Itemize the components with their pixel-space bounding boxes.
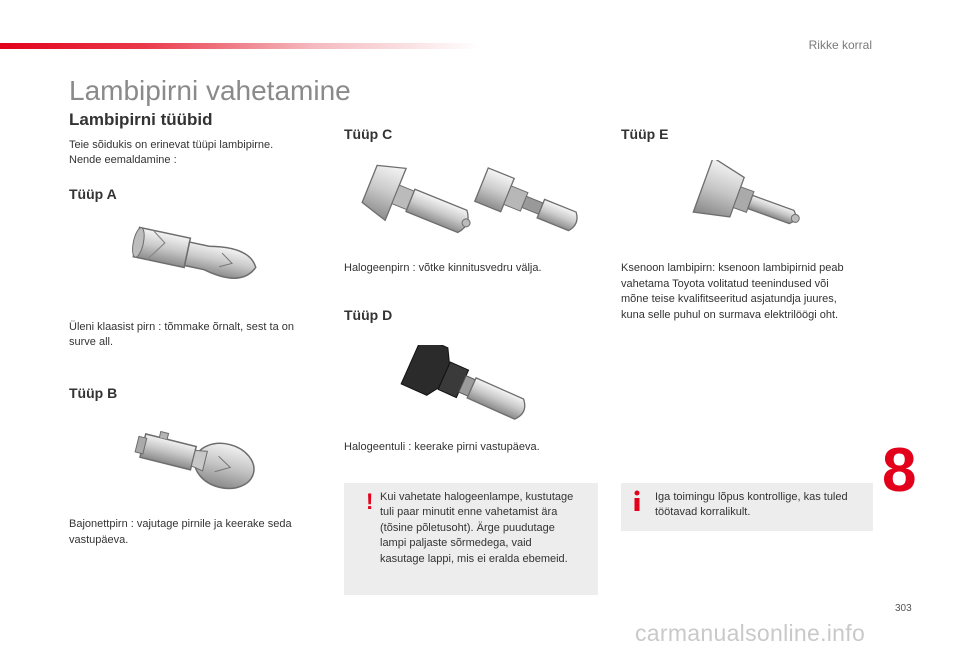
type-e-description-line3: mõne teise kvalifitseeritud asjatundja juures, xyxy=(621,293,837,305)
type-b-title: Tüüp B xyxy=(69,385,118,401)
warning-text-line5: kasutage lappi, mis ei eralda ebemeid. xyxy=(380,553,568,565)
intro-text-line1: Teie sõidukis on erinevat tüüpi lambipirne. xyxy=(69,139,274,151)
warning-text-line3: (tõsine põletusoht). Ärge puudutage xyxy=(380,522,555,534)
info-icon xyxy=(631,490,643,512)
warning-text-line2: tuli paar minutit enne vahetamist ära xyxy=(380,506,558,518)
type-e-bulb-image xyxy=(690,160,816,246)
type-c-bulb-image xyxy=(356,163,588,253)
type-b-bulb-image xyxy=(134,425,258,503)
intro-text-line2: Nende eemaldamine : xyxy=(69,154,177,166)
page-title: Lambipirni vahetamine xyxy=(69,75,351,106)
type-a-title: Tüüp A xyxy=(69,186,117,202)
page-number: 303 xyxy=(895,603,912,614)
type-b-description-line2: vastupäeva. xyxy=(69,534,129,546)
type-e-description-line4: kuna selle puhul on surmava elektrilöögi oht. xyxy=(621,309,839,321)
type-a-description-line2: surve all. xyxy=(69,336,114,348)
type-e-description-line2: vahetama Toyota volitatud teenindused või xyxy=(621,278,829,290)
watermark: carmanualsonline.info xyxy=(635,620,866,646)
info-text-line1: Iga toimingu lõpus kontrollige, kas tuled xyxy=(655,491,848,503)
warning-box xyxy=(344,483,598,595)
chapter-number: 8 xyxy=(882,436,917,505)
info-text-line2: töötavad korralikult. xyxy=(655,506,751,518)
info-box xyxy=(621,483,873,531)
type-b-description-line1: Bajonettpirn : vajutage pirnile ja keerake seda xyxy=(69,518,292,530)
warning-text-line4: lampi paljaste sõrmedega, vaid xyxy=(380,537,532,549)
type-c-title: Tüüp C xyxy=(344,126,393,142)
header-accent-bar xyxy=(0,43,480,49)
type-a-bulb-image xyxy=(128,222,266,298)
type-e-title: Tüüp E xyxy=(621,126,669,142)
type-c-description: Halogeenpirn : võtke kinnitusvedru välja. xyxy=(344,262,542,274)
exclamation-icon: ! xyxy=(366,489,374,514)
type-d-bulb-image xyxy=(398,345,546,429)
type-e-description-line1: Ksenoon lambipirn: ksenoon lambipirnid peab xyxy=(621,262,844,274)
type-d-title: Tüüp D xyxy=(344,307,393,323)
section-title: Rikke korral xyxy=(808,38,872,52)
type-d-description: Halogeentuli : keerake pirni vastupäeva. xyxy=(344,441,540,453)
warning-text-line1: Kui vahetate halogeenlampe, kustutage xyxy=(380,491,574,503)
type-a-description-line1: Üleni klaasist pirn : tõmmake õrnalt, sest ta on xyxy=(69,321,294,333)
bulb-types-heading: Lambipirni tüübid xyxy=(69,110,213,129)
